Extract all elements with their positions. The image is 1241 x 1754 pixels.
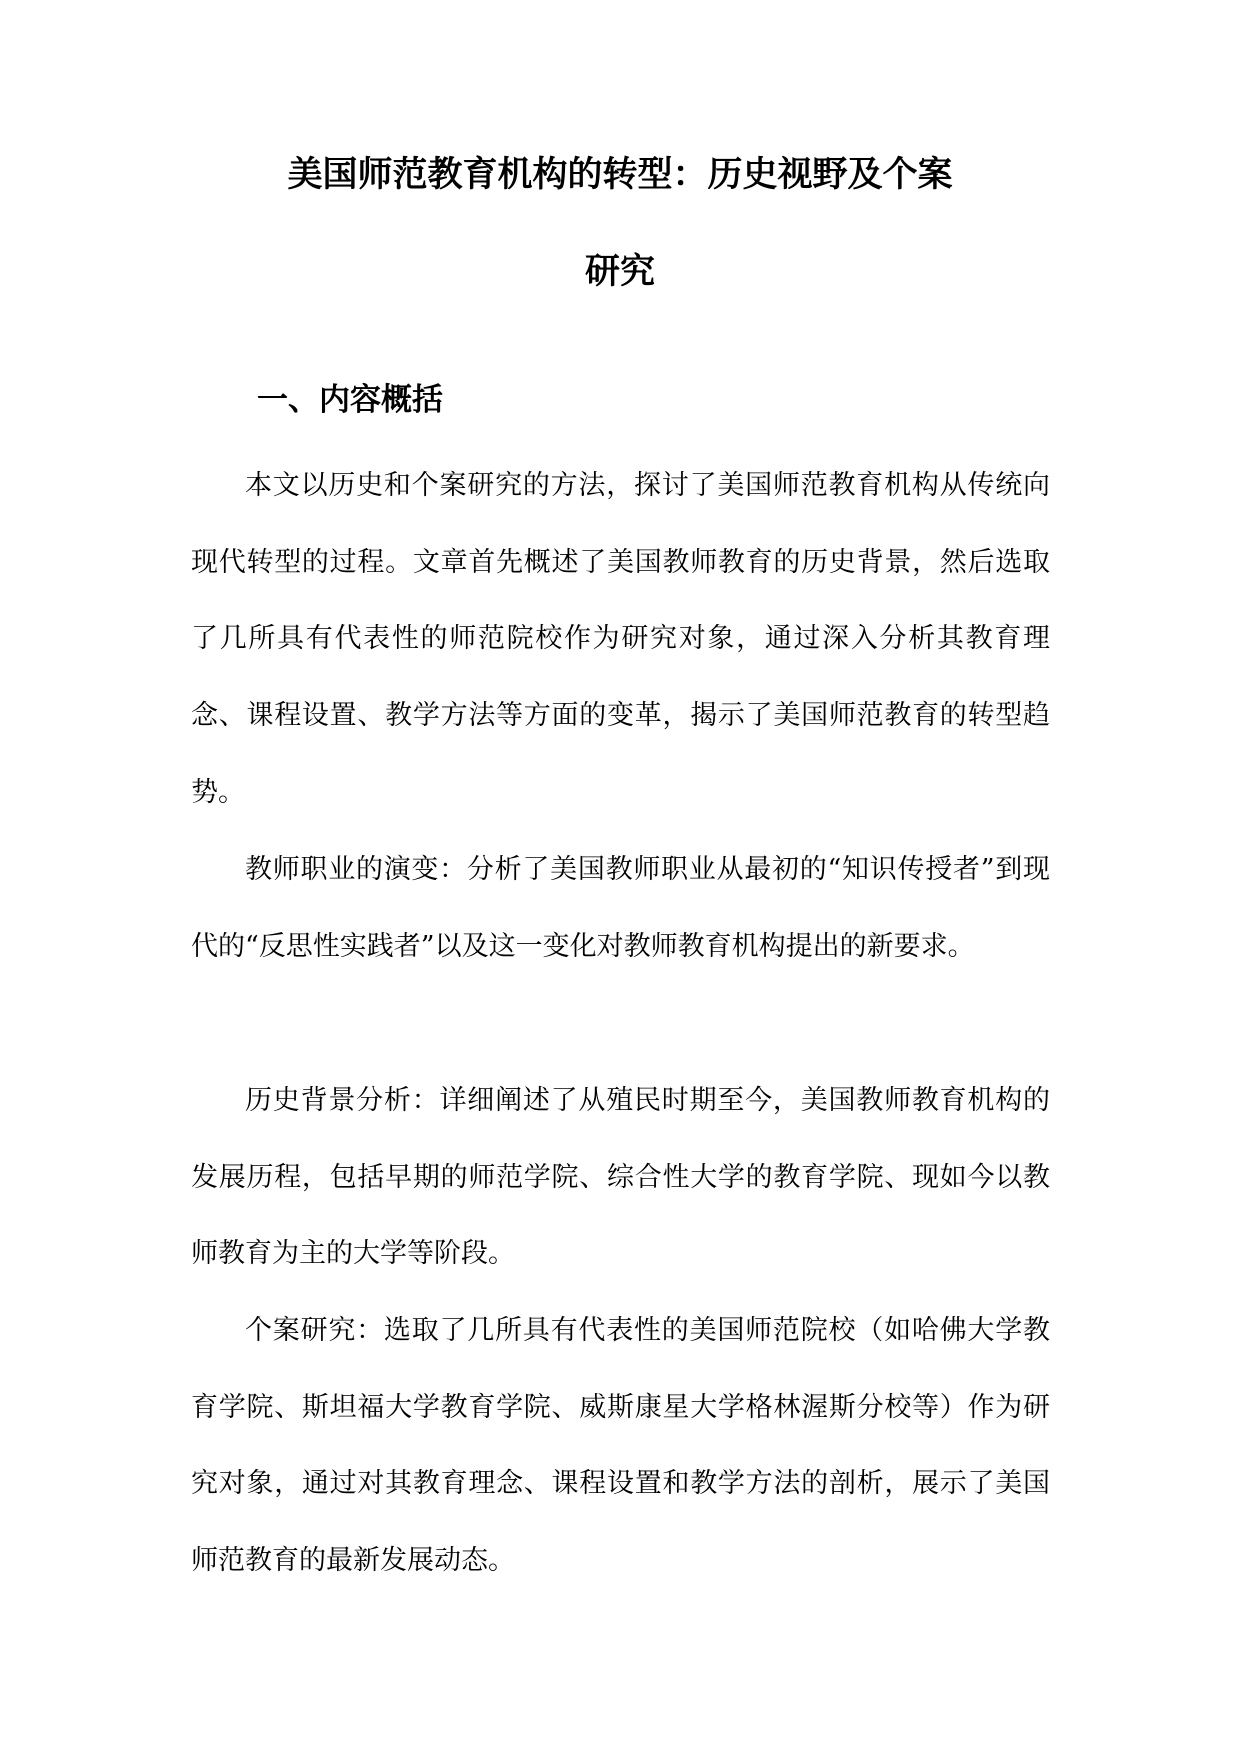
paragraph-historical-background: 历史背景分析：详细阐述了从殖民时期至今，美国教师教育机构的发展历程，包括早期的师范学院、综合性大学的教育学院、现如今以教师教育为主的大学等阶段。 <box>191 1085 1050 1270</box>
section-heading: 一、内容概括 <box>257 382 443 418</box>
paragraph-summary: 本文以历史和个案研究的方法，探讨了美国师范教育机构从传统向现代转型的过程。文章首先概述了美国教师教育的历史背景，然后选取了几所具有代表性的师范院校作为研究对象，通过深入分析其教育理念、课程设置、教学方法等方面的变革，揭示了美国师范教育的转型趋势。 <box>191 470 1050 808</box>
paragraph-teacher-profession: 教师职业的演变：分析了美国教师职业从最初的“知识传授者”到现代的“反思性实践者”以及这一变化对教师教育机构提出的新要求。 <box>191 854 1050 962</box>
document-title-line-2: 研究 <box>584 251 655 292</box>
document-title-line-1: 美国师范教育机构的转型：历史视野及个案 <box>287 154 953 195</box>
paragraph-case-study: 个案研究：选取了几所具有代表性的美国师范院校（如哈佛大学教育学院、斯坦福大学教育学院、威斯康星大学格林渥斯分校等）作为研究对象，通过对其教育理念、课程设置和教学方法的剖析，展示了美国师范教育的最新发展动态。 <box>191 1315 1050 1577</box>
